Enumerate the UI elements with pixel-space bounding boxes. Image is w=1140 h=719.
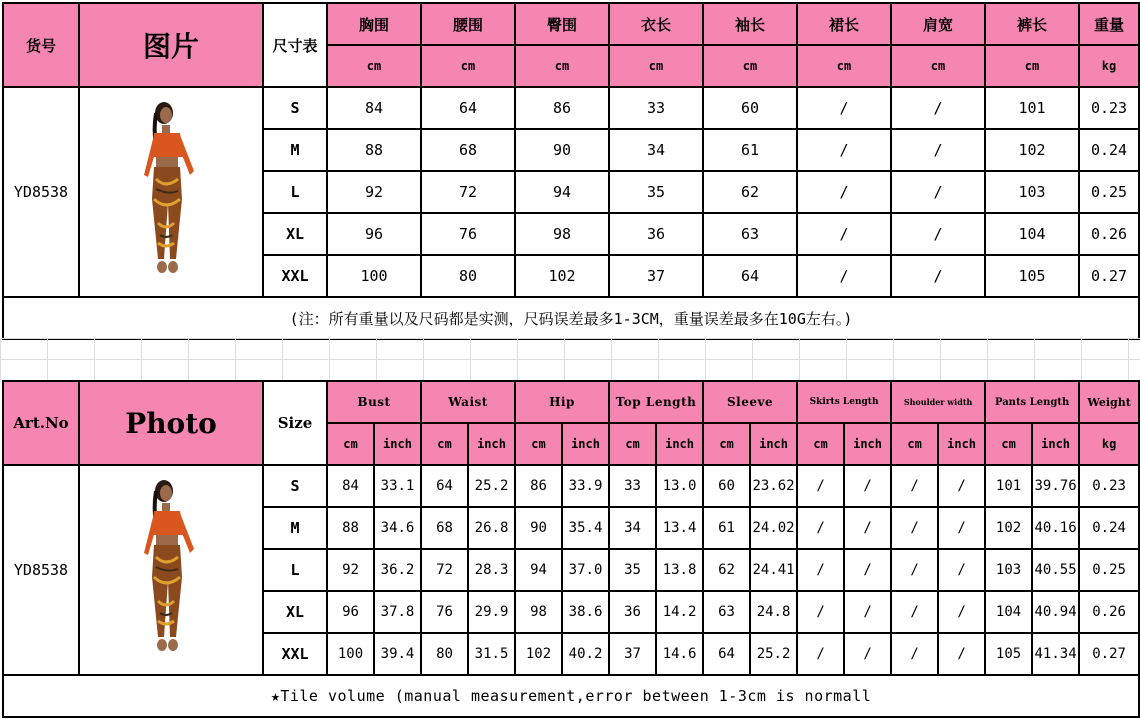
cn-cell: 0.27 (1079, 255, 1139, 297)
en-cell: 39.4 (374, 633, 421, 675)
cn-note: (注：所有重量以及尺码都是实测，尺码误差最多1-3CM，重量误差最多在10G左右。) (3, 297, 1139, 339)
en-cell: / (797, 465, 844, 507)
cn-cell: 37 (609, 255, 703, 297)
cn-cell: 84 (327, 87, 421, 129)
cn-unit: cm (985, 45, 1079, 87)
en-cell: 24.02 (750, 507, 797, 549)
cn-cell: 76 (421, 213, 515, 255)
cn-cell: 35 (609, 171, 703, 213)
en-cell: / (797, 591, 844, 633)
en-cell: 34 (609, 507, 656, 549)
en-cell: 0.25 (1079, 549, 1139, 591)
en-cell: / (797, 549, 844, 591)
en-cell: 88 (327, 507, 374, 549)
en-cell: 96 (327, 591, 374, 633)
en-col-header: Bust (327, 381, 421, 423)
en-cell: 40.16 (1032, 507, 1079, 549)
cn-size-label: M (263, 129, 327, 171)
en-cell: 40.55 (1032, 549, 1079, 591)
en-col-header: Waist (421, 381, 515, 423)
cn-cell: / (797, 255, 891, 297)
cn-cell: 100 (327, 255, 421, 297)
en-cell: 40.2 (562, 633, 609, 675)
en-cell: 13.8 (656, 549, 703, 591)
cn-cell: 68 (421, 129, 515, 171)
en-cell: 14.2 (656, 591, 703, 633)
en-cell: 103 (985, 549, 1032, 591)
cn-size-label: XL (263, 213, 327, 255)
en-cell: 24.41 (750, 549, 797, 591)
en-col-header: Skirts Length (797, 381, 891, 423)
en-cell: 102 (985, 507, 1032, 549)
en-cell: 13.4 (656, 507, 703, 549)
en-cell: 33.9 (562, 465, 609, 507)
en-cell: 34.6 (374, 507, 421, 549)
en-cell: 37 (609, 633, 656, 675)
cn-photo-header: 图片 (79, 3, 263, 87)
en-cell: / (938, 507, 985, 549)
en-unit: inch (750, 423, 797, 465)
cn-cell: 102 (515, 255, 609, 297)
cn-cell: 80 (421, 255, 515, 297)
cn-cell: / (797, 213, 891, 255)
en-size-header: Size (263, 381, 327, 465)
model-photo-icon (126, 99, 216, 285)
cn-col-header: 臀围 (515, 3, 609, 45)
spreadsheet-gridlines (0, 338, 1140, 380)
en-cell: / (844, 549, 891, 591)
cn-cell: / (891, 171, 985, 213)
en-cell: 94 (515, 549, 562, 591)
en-cell: 76 (421, 591, 468, 633)
en-cell: 0.24 (1079, 507, 1139, 549)
en-cell: / (797, 507, 844, 549)
en-cell: 41.34 (1032, 633, 1079, 675)
en-cell: 100 (327, 633, 374, 675)
en-size-label: M (263, 507, 327, 549)
cn-unit: cm (891, 45, 985, 87)
cn-cell: 103 (985, 171, 1079, 213)
en-unit: inch (562, 423, 609, 465)
en-cell: 90 (515, 507, 562, 549)
cn-col-header: 重量 (1079, 3, 1139, 45)
cn-cell: 72 (421, 171, 515, 213)
en-unit: cm (891, 423, 938, 465)
en-unit: inch (938, 423, 985, 465)
en-cell: / (797, 633, 844, 675)
cn-size-table (2, 2, 1140, 340)
cn-cell: 96 (327, 213, 421, 255)
cn-cell: / (797, 171, 891, 213)
cn-unit: kg (1079, 45, 1139, 87)
en-unit: cm (421, 423, 468, 465)
en-cell: 104 (985, 591, 1032, 633)
en-cell: 0.26 (1079, 591, 1139, 633)
en-cell: / (844, 633, 891, 675)
en-photo-header: Photo (79, 381, 263, 465)
en-cell: 36.2 (374, 549, 421, 591)
en-cell: 92 (327, 549, 374, 591)
en-cell: / (891, 591, 938, 633)
en-unit: cm (515, 423, 562, 465)
en-col-header: Pants Length (985, 381, 1079, 423)
en-size-label: S (263, 465, 327, 507)
en-cell: / (844, 465, 891, 507)
en-cell: 98 (515, 591, 562, 633)
cn-cell: 64 (703, 255, 797, 297)
cn-cell: 104 (985, 213, 1079, 255)
en-cell: 33 (609, 465, 656, 507)
en-unit: cm (327, 423, 374, 465)
cn-size-header: 尺寸表 (263, 3, 327, 87)
en-cell: 86 (515, 465, 562, 507)
cn-cell: / (891, 213, 985, 255)
en-cell: 80 (421, 633, 468, 675)
en-unit: cm (703, 423, 750, 465)
en-unit: inch (656, 423, 703, 465)
en-unit: inch (374, 423, 421, 465)
en-cell: / (844, 591, 891, 633)
cn-cell: 34 (609, 129, 703, 171)
cn-col-header: 裤长 (985, 3, 1079, 45)
model-photo-icon (126, 477, 216, 663)
en-size-label: L (263, 549, 327, 591)
cn-col-header: 衣长 (609, 3, 703, 45)
cn-col-header: 胸围 (327, 3, 421, 45)
en-col-header: Hip (515, 381, 609, 423)
cn-cell: 62 (703, 171, 797, 213)
en-cell: 60 (703, 465, 750, 507)
en-cell: / (844, 507, 891, 549)
en-cell: 23.62 (750, 465, 797, 507)
cn-size-label: L (263, 171, 327, 213)
en-cell: 72 (421, 549, 468, 591)
cn-col-header: 肩宽 (891, 3, 985, 45)
cn-cell: 86 (515, 87, 609, 129)
cn-cell: 64 (421, 87, 515, 129)
cn-cell: 88 (327, 129, 421, 171)
en-col-header: Sleeve (703, 381, 797, 423)
cn-size-label: S (263, 87, 327, 129)
cn-cell: 94 (515, 171, 609, 213)
cn-cell: 102 (985, 129, 1079, 171)
cn-cell: 33 (609, 87, 703, 129)
en-cell: 68 (421, 507, 468, 549)
cn-cell: 63 (703, 213, 797, 255)
en-cell: 36 (609, 591, 656, 633)
cn-cell: 105 (985, 255, 1079, 297)
cn-art-number: YD8538 (3, 87, 79, 297)
en-cell: 25.2 (468, 465, 515, 507)
en-cell: 31.5 (468, 633, 515, 675)
en-cell: 26.8 (468, 507, 515, 549)
en-cell: / (891, 465, 938, 507)
cn-product-photo (79, 87, 263, 297)
cn-unit: cm (609, 45, 703, 87)
en-unit: cm (985, 423, 1032, 465)
cn-cell: / (797, 87, 891, 129)
cn-size-label: XXL (263, 255, 327, 297)
en-cell: 64 (421, 465, 468, 507)
cn-cell: 0.26 (1079, 213, 1139, 255)
en-cell: 37.8 (374, 591, 421, 633)
en-cell: 13.0 (656, 465, 703, 507)
en-cell: / (938, 549, 985, 591)
en-unit: cm (609, 423, 656, 465)
cn-cell: / (891, 129, 985, 171)
en-cell: 62 (703, 549, 750, 591)
cn-unit: cm (515, 45, 609, 87)
cn-unit: cm (703, 45, 797, 87)
en-cell: 28.3 (468, 549, 515, 591)
en-product-photo (79, 465, 263, 675)
en-cell: / (938, 465, 985, 507)
en-cell: 38.6 (562, 591, 609, 633)
en-cell: 105 (985, 633, 1032, 675)
cn-col-header: 腰围 (421, 3, 515, 45)
cn-cell: 92 (327, 171, 421, 213)
en-cell: / (891, 507, 938, 549)
en-unit: inch (468, 423, 515, 465)
cn-cell: 98 (515, 213, 609, 255)
cn-col-header: 袖长 (703, 3, 797, 45)
cn-cell: 101 (985, 87, 1079, 129)
en-cell: / (891, 549, 938, 591)
en-art-header: Art.No (3, 381, 79, 465)
en-cell: 24.8 (750, 591, 797, 633)
en-cell: 37.0 (562, 549, 609, 591)
en-cell: 39.76 (1032, 465, 1079, 507)
cn-unit: cm (797, 45, 891, 87)
cn-cell: 0.25 (1079, 171, 1139, 213)
cn-col-header: 裙长 (797, 3, 891, 45)
en-size-table (2, 380, 1140, 718)
en-size-label: XXL (263, 633, 327, 675)
en-col-header: Top Length (609, 381, 703, 423)
en-cell: 84 (327, 465, 374, 507)
en-cell: 33.1 (374, 465, 421, 507)
en-cell: / (938, 591, 985, 633)
cn-cell: 36 (609, 213, 703, 255)
en-cell: 29.9 (468, 591, 515, 633)
cn-unit: cm (421, 45, 515, 87)
en-cell: 14.6 (656, 633, 703, 675)
en-unit: cm (797, 423, 844, 465)
en-cell: 35.4 (562, 507, 609, 549)
cn-unit: cm (327, 45, 421, 87)
cn-art-header: 货号 (3, 3, 79, 87)
cn-cell: / (891, 87, 985, 129)
en-cell: 63 (703, 591, 750, 633)
en-cell: / (938, 633, 985, 675)
en-cell: 0.23 (1079, 465, 1139, 507)
cn-cell: 60 (703, 87, 797, 129)
en-col-header: Shoulder width (891, 381, 985, 423)
en-cell: / (891, 633, 938, 675)
cn-cell: / (797, 129, 891, 171)
en-cell: 40.94 (1032, 591, 1079, 633)
cn-cell: 0.24 (1079, 129, 1139, 171)
en-cell: 61 (703, 507, 750, 549)
en-unit: inch (844, 423, 891, 465)
en-cell: 64 (703, 633, 750, 675)
en-cell: 0.27 (1079, 633, 1139, 675)
cn-cell: 61 (703, 129, 797, 171)
cn-cell: 90 (515, 129, 609, 171)
en-cell: 25.2 (750, 633, 797, 675)
en-art-number: YD8538 (3, 465, 79, 675)
en-unit: kg (1079, 423, 1139, 465)
en-cell: 101 (985, 465, 1032, 507)
en-unit: inch (1032, 423, 1079, 465)
en-col-header: Weight (1079, 381, 1139, 423)
en-cell: 102 (515, 633, 562, 675)
cn-cell: / (891, 255, 985, 297)
en-size-label: XL (263, 591, 327, 633)
cn-cell: 0.23 (1079, 87, 1139, 129)
en-cell: 35 (609, 549, 656, 591)
en-note: ★Tile volume (manual measurement,error between 1-3cm is normall (3, 675, 1139, 717)
